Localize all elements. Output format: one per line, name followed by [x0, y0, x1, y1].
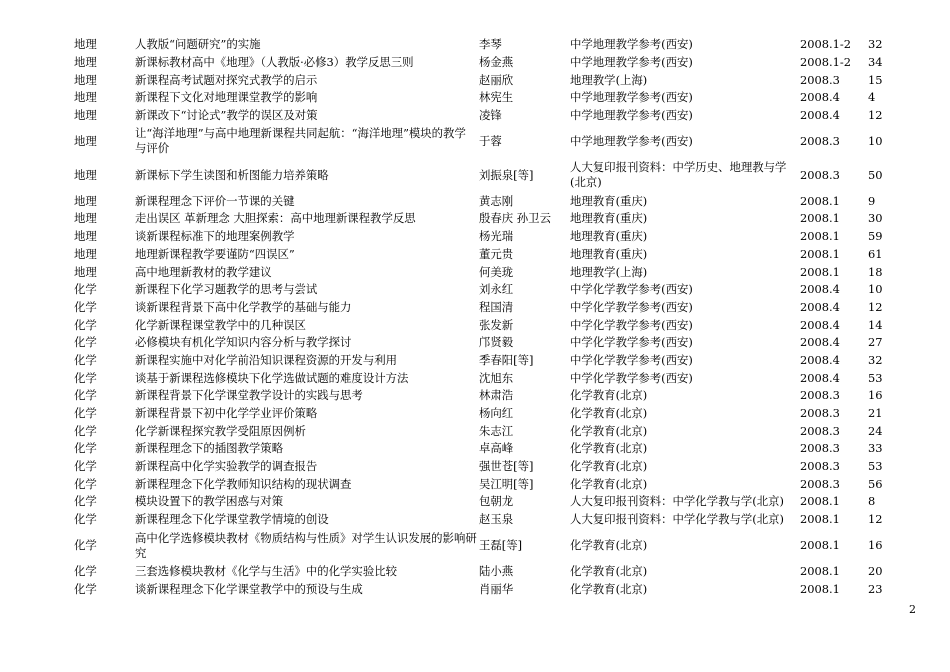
- author-cell: 董元贵: [479, 246, 514, 261]
- page-cell: 23: [868, 581, 883, 596]
- author-cell: 刘振泉[等]: [479, 167, 534, 182]
- issue-cell: 2008.3: [800, 441, 840, 456]
- table-row: [70, 458, 896, 476]
- title-cell: 三套选修模块教材《化学与生活》中的化学实验比较: [135, 563, 397, 578]
- page-number: 2: [909, 603, 916, 616]
- issue-cell: 2008.1-2: [800, 55, 851, 70]
- journal-cell: 地理教育(重庆): [570, 246, 648, 261]
- issue-cell: 2008.1: [800, 211, 840, 226]
- table-row: [70, 124, 896, 158]
- table-row: [70, 511, 896, 529]
- journal-cell: 地理教学(上海): [570, 72, 648, 87]
- subject-cell: 地理: [74, 246, 97, 261]
- table-row: [70, 228, 896, 246]
- subject-cell: 地理: [74, 37, 97, 52]
- author-cell: 朱志江: [479, 423, 514, 438]
- page-cell: 12: [868, 108, 883, 123]
- issue-cell: 2008.1: [800, 581, 840, 596]
- author-cell: 刘永红: [479, 282, 514, 297]
- issue-cell: 2008.1: [800, 538, 840, 552]
- table-row: [70, 210, 896, 228]
- subject-cell: 化学: [74, 459, 97, 474]
- page-cell: 59: [868, 229, 883, 244]
- journal-cell: 地理教学(上海): [570, 264, 648, 279]
- table-row: [70, 440, 896, 458]
- author-cell: 林宪生: [479, 90, 514, 105]
- journal-cell: 人大复印报刊资料：中学历史、地理教与学(北京): [570, 160, 787, 190]
- title-cell: 新课程理念下化学课堂教学情境的创设: [135, 512, 329, 527]
- table-row: [70, 89, 896, 107]
- table-row: [70, 158, 896, 192]
- title-cell: 新课标下学生读图和析图能力培养策略: [135, 167, 329, 182]
- author-cell: 包朝龙: [479, 494, 514, 509]
- subject-cell: 化学: [74, 494, 97, 509]
- journal-cell: 中学化学教学参考(西安): [570, 282, 693, 297]
- author-cell: 何美珑: [479, 264, 514, 279]
- author-cell: 赵玉泉: [479, 512, 514, 527]
- author-cell: 李琴: [479, 37, 502, 52]
- issue-cell: 2008.3: [800, 476, 840, 491]
- author-cell: 卓高峰: [479, 441, 514, 456]
- issue-cell: 2008.3: [800, 167, 840, 182]
- author-cell: 黄志刚: [479, 193, 514, 208]
- table-row: [70, 405, 896, 423]
- page-cell: 30: [868, 211, 883, 226]
- subject-cell: 化学: [74, 370, 97, 385]
- journal-cell: 化学教育(北京): [570, 406, 648, 421]
- issue-cell: 2008.1: [800, 512, 840, 527]
- issue-cell: 2008.1: [800, 494, 840, 509]
- author-cell: 王磊[等]: [479, 538, 523, 552]
- issue-cell: 2008.1: [800, 229, 840, 244]
- subject-cell: 化学: [74, 406, 97, 421]
- issue-cell: 2008.1: [800, 264, 840, 279]
- title-cell: 新课改下“讨论式”教学的误区及对策: [135, 108, 318, 123]
- author-cell: 于蓉: [479, 133, 502, 148]
- issue-cell: 2008.4: [800, 335, 840, 350]
- title-cell: 新课程理念下的插图教学策略: [135, 441, 284, 456]
- subject-cell: 化学: [74, 563, 97, 578]
- issue-cell: 2008.3: [800, 72, 840, 87]
- journal-cell: 人大复印报刊资料：中学化学教与学(北京): [570, 494, 784, 509]
- subject-cell: 化学: [74, 352, 97, 367]
- journal-cell: 中学地理教学参考(西安): [570, 90, 693, 105]
- page-cell: 14: [868, 317, 883, 332]
- issue-cell: 2008.1: [800, 193, 840, 208]
- table-row: [70, 422, 896, 440]
- title-cell: 新课程理念下化学教师知识结构的现状调查: [135, 476, 352, 491]
- author-cell: 沈旭东: [479, 370, 514, 385]
- title-cell: 高中地理新教材的教学建议: [135, 264, 272, 279]
- subject-cell: 地理: [74, 72, 97, 87]
- journal-cell: 化学教育(北京): [570, 538, 648, 552]
- table-row: [70, 107, 896, 125]
- page-cell: 18: [868, 264, 883, 279]
- article-index-table: [70, 36, 896, 598]
- title-cell: 谈新课程标准下的地理案例教学: [135, 229, 295, 244]
- title-cell: 模块设置下的教学困惑与对策: [135, 494, 284, 509]
- page-cell: 16: [868, 538, 883, 552]
- journal-cell: 化学教育(北京): [570, 388, 648, 403]
- subject-cell: 化学: [74, 581, 97, 596]
- page-cell: 16: [868, 388, 883, 403]
- table-row: [70, 71, 896, 89]
- author-cell: 杨金燕: [479, 55, 514, 70]
- issue-cell: 2008.3: [800, 423, 840, 438]
- page-cell: 10: [868, 282, 883, 297]
- subject-cell: 地理: [74, 90, 97, 105]
- issue-cell: 2008.1: [800, 246, 840, 261]
- issue-cell: 2008.3: [800, 459, 840, 474]
- title-cell: 化学新课程课堂教学中的几种误区: [135, 317, 306, 332]
- title-cell: 地理新课程教学要谨防“四误区”: [135, 246, 295, 261]
- page-cell: 9: [868, 193, 876, 208]
- issue-cell: 2008.1: [800, 563, 840, 578]
- subject-cell: 地理: [74, 211, 97, 226]
- subject-cell: 地理: [74, 229, 97, 244]
- table-row: [70, 316, 896, 334]
- subject-cell: 化学: [74, 423, 97, 438]
- author-cell: 凌锋: [479, 108, 502, 123]
- journal-cell: 中学化学教学参考(西安): [570, 352, 693, 367]
- subject-cell: 地理: [74, 133, 97, 148]
- author-cell: 程国清: [479, 299, 514, 314]
- page-cell: 21: [868, 406, 883, 421]
- table-body: [70, 36, 896, 598]
- journal-cell: 化学教育(北京): [570, 459, 648, 474]
- journal-cell: 中学地理教学参考(西安): [570, 133, 693, 148]
- table-row: [70, 563, 896, 581]
- issue-cell: 2008.4: [800, 317, 840, 332]
- journal-cell: 中学化学教学参考(西安): [570, 317, 693, 332]
- issue-cell: 2008.4: [800, 299, 840, 314]
- table-row: [70, 36, 896, 54]
- page-cell: 56: [868, 476, 883, 491]
- page-cell: 33: [868, 441, 883, 456]
- table-row: [70, 529, 896, 563]
- issue-cell: 2008.1-2: [800, 37, 851, 52]
- title-cell: 新课程高中化学实验教学的调查报告: [135, 459, 318, 474]
- author-cell: 赵丽欣: [479, 72, 514, 87]
- journal-cell: 中学地理教学参考(西安): [570, 37, 693, 52]
- page-cell: 61: [868, 246, 883, 261]
- subject-cell: 化学: [74, 388, 97, 403]
- title-cell: 新课程理念下评价一节课的关键: [135, 193, 295, 208]
- journal-cell: 化学教育(北京): [570, 441, 648, 456]
- journal-cell: 化学教育(北京): [570, 563, 648, 578]
- title-cell: 谈基于新课程选修模块下化学选做试题的难度设计方法: [135, 370, 409, 385]
- author-cell: 陆小燕: [479, 563, 514, 578]
- table-row: [70, 54, 896, 72]
- issue-cell: 2008.4: [800, 90, 840, 105]
- journal-cell: 化学教育(北京): [570, 581, 648, 596]
- page-cell: 15: [868, 72, 883, 87]
- table-row: [70, 192, 896, 210]
- title-cell: 人教版“问题研究”的实施: [135, 37, 261, 52]
- page-cell: 53: [868, 370, 883, 385]
- journal-cell: 人大复印报刊资料：中学化学教与学(北京): [570, 512, 784, 527]
- page-cell: 32: [868, 352, 883, 367]
- title-cell: 新课程背景下初中化学学业评价策略: [135, 406, 318, 421]
- journal-cell: 地理教育(重庆): [570, 229, 648, 244]
- author-cell: 殷春庆 孙卫云: [479, 211, 551, 226]
- journal-cell: 中学化学教学参考(西安): [570, 299, 693, 314]
- title-cell: 必修模块有机化学知识内容分析与教学探讨: [135, 335, 352, 350]
- subject-cell: 地理: [74, 264, 97, 279]
- journal-cell: 中学化学教学参考(西安): [570, 370, 693, 385]
- subject-cell: 化学: [74, 512, 97, 527]
- author-cell: 肖丽华: [479, 581, 514, 596]
- title-cell: 新课程下化学习题教学的思考与尝试: [135, 282, 318, 297]
- page-cell: 12: [868, 512, 883, 527]
- subject-cell: 地理: [74, 167, 97, 182]
- author-cell: 杨向红: [479, 406, 514, 421]
- subject-cell: 化学: [74, 476, 97, 491]
- table-row: [70, 299, 896, 317]
- page-cell: 50: [868, 167, 883, 182]
- issue-cell: 2008.3: [800, 388, 840, 403]
- title-cell: 新课程背景下化学课堂教学设计的实践与思考: [135, 388, 363, 403]
- subject-cell: 化学: [74, 538, 97, 552]
- author-cell: 吴江明[等]: [479, 476, 534, 491]
- journal-cell: 中学化学教学参考(西安): [570, 335, 693, 350]
- subject-cell: 地理: [74, 55, 97, 70]
- page-cell: 53: [868, 459, 883, 474]
- title-cell: 化学新课程探究教学受阻原因例析: [135, 423, 306, 438]
- issue-cell: 2008.4: [800, 370, 840, 385]
- title-cell: 谈新课程理念下化学课堂教学中的预设与生成: [135, 581, 363, 596]
- issue-cell: 2008.4: [800, 352, 840, 367]
- journal-cell: 化学教育(北京): [570, 476, 648, 491]
- page-cell: 10: [868, 133, 883, 148]
- author-cell: 强世苍[等]: [479, 459, 534, 474]
- subject-cell: 化学: [74, 441, 97, 456]
- journal-cell: 地理教育(重庆): [570, 193, 648, 208]
- title-cell: 新课标教材高中《地理》（人教版·必修3）教学反思三则: [135, 55, 414, 70]
- page-cell: 12: [868, 299, 883, 314]
- table-row: [70, 493, 896, 511]
- issue-cell: 2008.3: [800, 133, 840, 148]
- issue-cell: 2008.3: [800, 406, 840, 421]
- table-row: [70, 334, 896, 352]
- table-row: [70, 352, 896, 370]
- table-row: [70, 580, 896, 598]
- subject-cell: 化学: [74, 282, 97, 297]
- page-cell: 27: [868, 335, 883, 350]
- subject-cell: 地理: [74, 108, 97, 123]
- journal-cell: 地理教育(重庆): [570, 211, 648, 226]
- table-row: [70, 246, 896, 264]
- table-row: [70, 475, 896, 493]
- table-row: [70, 281, 896, 299]
- issue-cell: 2008.4: [800, 108, 840, 123]
- subject-cell: 化学: [74, 299, 97, 314]
- page-cell: 4: [868, 90, 876, 105]
- author-cell: 林肃浩: [479, 388, 514, 403]
- table-row: [70, 263, 896, 281]
- subject-cell: 化学: [74, 317, 97, 332]
- journal-cell: 中学地理教学参考(西安): [570, 55, 693, 70]
- page-cell: 24: [868, 423, 883, 438]
- issue-cell: 2008.4: [800, 282, 840, 297]
- title-cell: 走出误区 革新理念 大胆探索：高中地理新课程教学反思: [135, 211, 416, 226]
- journal-cell: 中学地理教学参考(西安): [570, 108, 693, 123]
- title-cell: 新课程高考试题对探究式教学的启示: [135, 72, 318, 87]
- page-cell: 34: [868, 55, 883, 70]
- subject-cell: 化学: [74, 335, 97, 350]
- title-cell: 新课程下文化对地理课堂教学的影响: [135, 90, 318, 105]
- page-cell: 20: [868, 563, 883, 578]
- title-cell: 让“海洋地理”与高中地理新课程共同起航：“海洋地理”模块的教学与评价: [135, 126, 466, 156]
- page-cell: 8: [868, 494, 876, 509]
- table-row: [70, 387, 896, 405]
- author-cell: 杨光瑞: [479, 229, 514, 244]
- title-cell: 高中化学选修模块教材《物质结构与性质》对学生认识发展的影响研究: [135, 530, 477, 560]
- subject-cell: 地理: [74, 193, 97, 208]
- journal-cell: 化学教育(北京): [570, 423, 648, 438]
- title-cell: 谈新课程背景下高中化学教学的基础与能力: [135, 299, 352, 314]
- author-cell: 季春阳[等]: [479, 352, 534, 367]
- author-cell: 张发新: [479, 317, 514, 332]
- table-row: [70, 369, 896, 387]
- document-page: [70, 36, 883, 598]
- page-cell: 32: [868, 37, 883, 52]
- author-cell: 邝贤毅: [479, 335, 514, 350]
- title-cell: 新课程实施中对化学前沿知识课程资源的开发与利用: [135, 352, 397, 367]
